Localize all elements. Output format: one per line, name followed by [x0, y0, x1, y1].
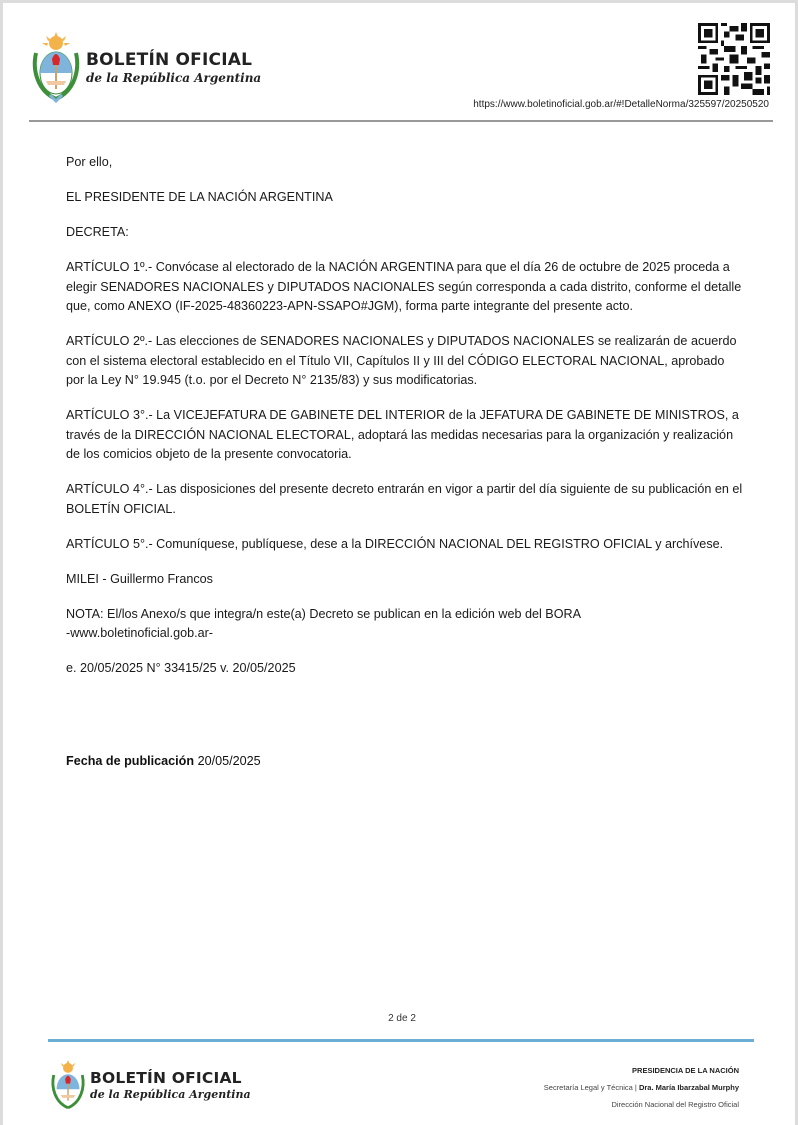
secretaria-label: Secretaría Legal y Técnica | — [543, 1083, 637, 1092]
footer-divider — [48, 1039, 754, 1042]
footer-credits — [544, 1062, 739, 1113]
nota-line-2: -www.boletinoficial.gob.ar- — [66, 626, 213, 640]
article-2: ARTÍCULO 2º.- Las elecciones de SENADORES NACIONALES y DIPUTADOS NACIONALES se realizarán de acuerdo con el sistema electoral establecido en el Título VII, Capítulos II y III del CÓDIGO ELECTORAL NACIONAL, aprobado por la Ley N° 19.945 (t.o. por el Decreto N° 2135/83) y sus modificatorias. — [66, 334, 737, 387]
page-number: 2 de 2 — [388, 1013, 416, 1024]
qr-code-icon[interactable] — [698, 23, 770, 95]
secretaria-name: Dra. María Ibarzabal Murphy — [638, 1083, 739, 1092]
nota — [66, 605, 746, 644]
secretaria-line — [544, 1079, 739, 1096]
header-logo — [28, 31, 261, 103]
article-3: ARTÍCULO 3°.- La VICEJEFATURA DE GABINETE DEL INTERIOR de la JEFATURA DE GABINETE DE MINISTROS, a través de la DIRECCIÓN NACIONAL ELECTORAL, adoptará las medidas necesarias para la organización y realización de los comicios objeto de la presente convocatoria. — [66, 408, 739, 461]
article-4: ARTÍCULO 4°.- Las disposiciones del presente decreto entrarán en vigor a partir del día siguiente de su publicación en el BOLETÍN OFICIAL. — [66, 482, 743, 516]
footer-brand-subtitle: de la República Argentina — [90, 1088, 251, 1101]
publication-date-row — [66, 754, 261, 768]
header-brand — [86, 50, 261, 85]
direccion-label: Dirección Nacional del Registro Oficial — [611, 1100, 739, 1109]
decreta-line: DECRETA: — [66, 225, 129, 239]
signatures: MILEI - Guillermo Francos — [66, 571, 213, 586]
footer-brand-title: BOLETÍN OFICIAL — [90, 1069, 242, 1087]
president-line: EL PRESIDENTE DE LA NACIÓN ARGENTINA — [66, 190, 333, 204]
document-url[interactable]: https://www.boletinoficial.gob.ar/#!DetalleNorma/325597/20250520 — [473, 99, 769, 110]
national-coat-of-arms-icon — [48, 1057, 88, 1113]
brand-title: BOLETÍN OFICIAL — [86, 49, 253, 70]
nota-line-1: NOTA: El/los Anexo/s que integra/n este(a) Decreto se publican en la edición web del BORA — [66, 606, 581, 621]
brand-subtitle: de la República Argentina — [86, 70, 262, 85]
footer-brand — [90, 1069, 251, 1101]
decree-body — [66, 153, 746, 694]
footer-logo — [48, 1057, 251, 1113]
edition-reference: e. 20/05/2025 N° 33415/25 v. 20/05/2025 — [66, 661, 296, 675]
publication-date: 20/05/2025 — [197, 754, 261, 768]
presidencia-label: PRESIDENCIA DE LA NACIÓN — [632, 1066, 739, 1075]
article-1: ARTÍCULO 1º.- Convócase al electorado de la NACIÓN ARGENTINA para que el día 26 de octubre de 2025 proceda a elegir SENADORES NACIONALES y DIPUTADOS NACIONALES según corresponda a cada distrito, conforme el detalle que, como ANEXO (IF-2025-48360223-APN-SSAPO#JGM), forma parte integrante del presente acto. — [66, 260, 742, 313]
document-page — [3, 3, 795, 1125]
intro-line: Por ello, — [66, 155, 113, 169]
header-divider — [29, 120, 773, 122]
publication-label: Fecha de publicación — [66, 754, 195, 768]
article-5: ARTÍCULO 5°.- Comuníquese, publíquese, dese a la DIRECCIÓN NACIONAL DEL REGISTRO OFICIAL y archívese. — [66, 536, 724, 551]
national-coat-of-arms-icon — [28, 31, 84, 103]
